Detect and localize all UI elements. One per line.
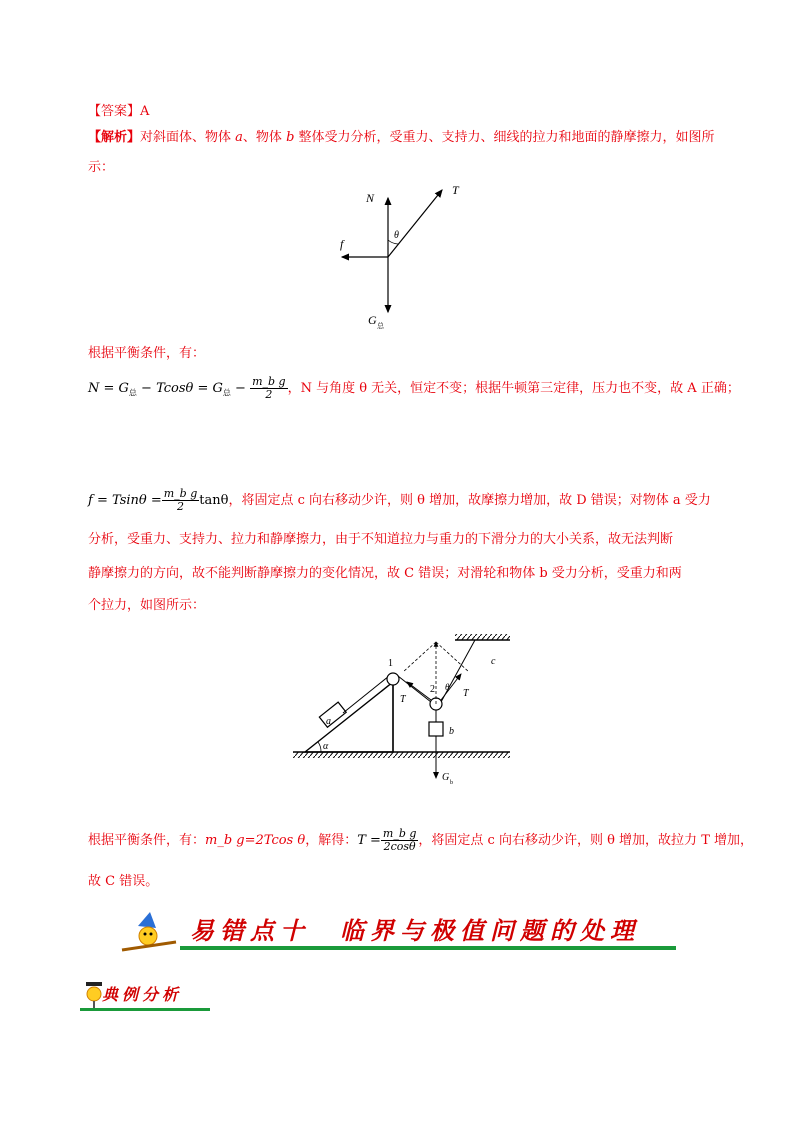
answer-value: A <box>140 104 150 119</box>
analysis-label: 【解析】 <box>88 130 141 145</box>
label-theta: θ <box>394 230 399 241</box>
eq1-fraction <box>250 376 288 401</box>
eq2-line-3: 静摩擦力的方向，故不能判断静摩擦力的变化情况，故 C 错误；对滑轮和物体 b 受力分析，受重力和两 <box>88 566 682 581</box>
pulley-1 <box>387 673 399 685</box>
label-N: N <box>366 191 375 205</box>
label-theta2: θ <box>445 682 450 692</box>
force-T-arrow <box>388 190 442 257</box>
eq2-tail: ，将固定点 c 向右移动少许，则 θ 增加，故摩擦力增加，故 D 错误；对物体 a 受力 <box>228 493 711 508</box>
balance2-eqn: m_b g=2Tcos θ <box>205 833 306 848</box>
analysis-text-c: 、物体 <box>242 130 287 145</box>
eq1-den: 2 <box>265 388 273 401</box>
eq1-sub1: 总 <box>128 388 137 398</box>
balance-2-line <box>88 828 753 853</box>
balance2-tail: ，将固定点 c 向右移动少许，则 θ 增加，故拉力 T 增加， <box>418 833 753 848</box>
subsection-underline <box>80 1008 210 1011</box>
block-b <box>429 722 443 736</box>
label-T: T <box>452 183 459 197</box>
label-T-right: T <box>463 688 469 699</box>
subsection-header <box>80 980 210 1014</box>
answer-line <box>88 102 149 122</box>
balance-1-text: 根据平衡条件，有： <box>88 346 206 361</box>
eq1-minus: − <box>230 381 251 396</box>
label-T-left: T <box>400 694 406 705</box>
label-alpha: α <box>323 741 329 752</box>
wizard-mascot-icon <box>120 912 180 954</box>
block-a <box>319 702 346 727</box>
label-Gb-sub: b <box>450 780 453 786</box>
eq2-tan: tanθ <box>199 493 229 508</box>
force-diagram-1 <box>330 180 470 330</box>
analysis-text-a: 对斜面体、物体 <box>140 130 236 145</box>
balance2-num: m_b g <box>382 827 417 840</box>
label-2: 2 <box>430 684 435 695</box>
dashed-left <box>403 642 436 672</box>
string-incline <box>343 676 389 713</box>
label-f: f <box>340 237 344 251</box>
balance-2-line-2: 故 C 错误。 <box>88 874 159 889</box>
section-title: 易错点十 临界与极值问题的处理 <box>190 916 640 945</box>
balance2-lhs: T = <box>357 833 381 848</box>
eq1-lhs: N = G <box>88 381 129 396</box>
eq1-sub2: 总 <box>222 388 231 398</box>
eq1-mid: − Tcosθ = G <box>136 381 223 396</box>
pulley-diagram <box>285 630 525 795</box>
tension-left-arrow <box>407 682 431 700</box>
section-banner <box>120 912 676 952</box>
label-G: G <box>368 313 377 327</box>
eq1-tail: ，N 与角度 θ 无关，恒定不变；根据牛顿第三定律，压力也不变，故 A 正确； <box>287 381 740 396</box>
tension-right-arrow <box>441 674 461 700</box>
balance2-den: 2cosθ <box>383 840 416 853</box>
analysis-text-d: b <box>286 130 295 145</box>
analysis-line-1 <box>88 128 715 148</box>
eq1-num: m_b g <box>252 375 286 388</box>
eq2-line-4: 个拉力，如图所示： <box>88 598 206 613</box>
incline <box>305 682 393 752</box>
eq2-lhs: f = Tsinθ = <box>88 493 162 508</box>
balance2-solve: ，解得： <box>305 833 358 848</box>
eq2-num: m_b g <box>163 487 198 500</box>
alpha-arc <box>318 742 321 752</box>
eq2-den: 2 <box>177 500 184 513</box>
equation-2 <box>88 488 711 513</box>
analysis-line-2: 示： <box>88 160 115 175</box>
banner-underline <box>180 946 676 950</box>
ceiling-hatch <box>455 634 510 640</box>
subsection-title: 典例分析 <box>102 985 183 1004</box>
ground-hatch <box>293 752 510 758</box>
analysis-text-b: a <box>235 130 243 145</box>
label-1: 1 <box>388 658 393 669</box>
analysis-text-e: 整体受力分析，受重力、支持力、细线的拉力和地面的静摩擦力，如图所 <box>294 130 715 145</box>
eq2-line-2: 分析，受重力、支持力、拉力和静摩擦力，由于不知道拉力与重力的下滑分力的大小关系，故无法判断 <box>88 532 674 547</box>
answer-label: 【答案】 <box>88 104 141 119</box>
eq2-fraction <box>162 488 200 513</box>
label-G-sub: 总 <box>377 322 384 330</box>
label-c: c <box>491 656 496 667</box>
balance2-pre: 根据平衡条件，有： <box>88 833 206 848</box>
dashed-right <box>436 642 469 672</box>
balance2-fraction <box>381 828 419 853</box>
label-Gb: G <box>442 772 450 783</box>
label-b: b <box>449 726 454 737</box>
label-a: a <box>326 716 331 727</box>
equation-1 <box>88 376 740 404</box>
